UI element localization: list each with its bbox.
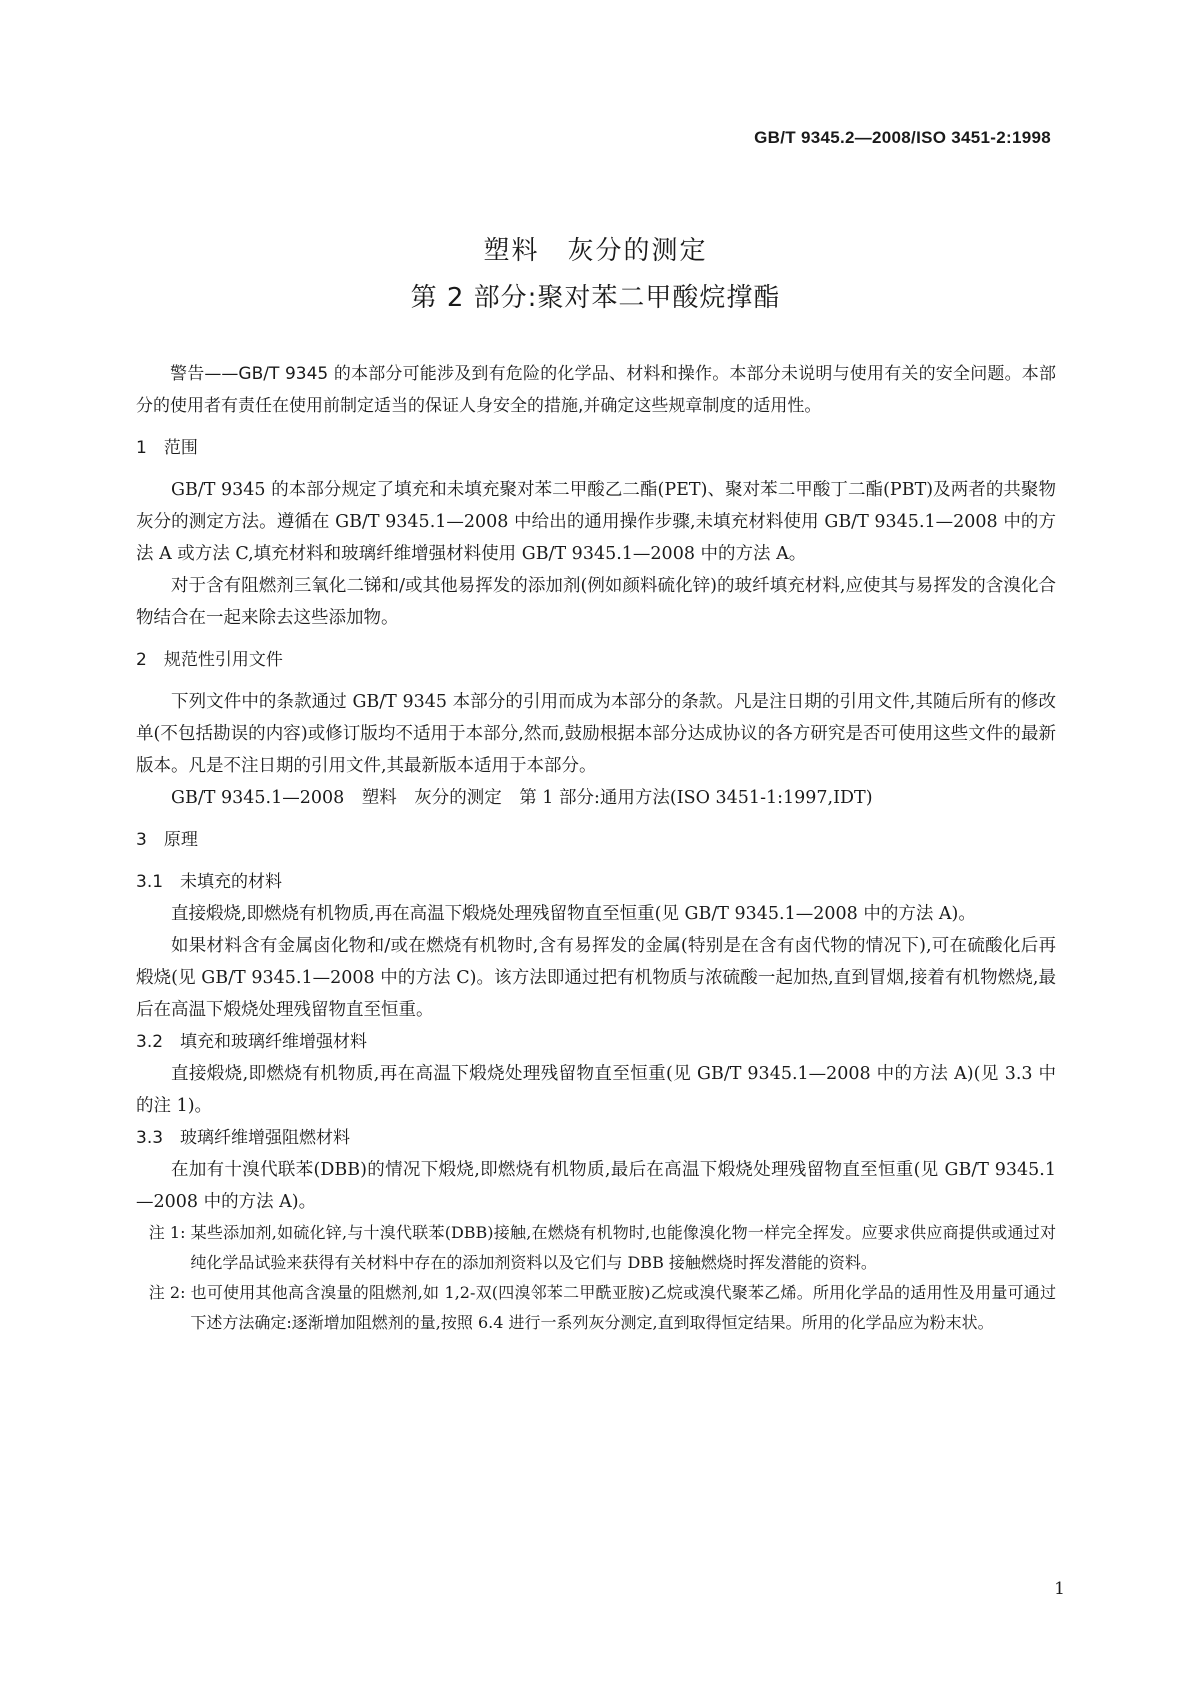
section-3-1-paragraph-2: 如果材料含有金属卤化物和/或在燃烧有机物时,含有易挥发的金属(特别是在含有卤代物的情况下),可在硫酸化后再煅烧(见 GB/T 9345.1—2008 中的方法 C)。该方法即通过把有机物质与浓硫酸一起加热,直到冒烟,接着有机物燃烧,最后在高温下煅烧处理残留物直至恒重。: [136, 936, 1056, 1020]
section-1-heading: 1 范围: [136, 438, 198, 458]
note-2-label: 注 2:: [148, 1283, 186, 1302]
note-1: [136, 1218, 1056, 1278]
standard-code: GB/T 9345.2—2008/ISO 3451-2:1998: [754, 128, 1051, 147]
section-3-2-paragraph-1: 直接煅烧,即燃烧有机物质,再在高温下煅烧处理残留物直至恒重(见 GB/T 9345.1—2008 中的方法 A)(见 3.3 中的注 1)。: [136, 1064, 1056, 1116]
document-body: [136, 358, 1056, 1338]
note-2: [136, 1278, 1056, 1338]
section-3-1-heading: 3.1 未填充的材料: [136, 872, 283, 892]
section-3-2-heading: 3.2 填充和玻璃纤维增强材料: [136, 1032, 368, 1052]
document-title-line2: 第 2 部分:聚对苯二甲酸烷撑酯: [410, 283, 781, 313]
section-3-1-paragraph-1: 直接煅烧,即燃烧有机物质,再在高温下煅烧处理残留物直至恒重(见 GB/T 9345.1—2008 中的方法 A)。: [171, 904, 976, 924]
document-title-line1: 塑料 灰分的测定: [483, 236, 708, 266]
page-number: 1: [1054, 1579, 1065, 1599]
section-3-3-heading: 3.3 玻璃纤维增强阻燃材料: [136, 1128, 351, 1148]
note-2-text: 也可使用其他高含溴量的阻燃剂,如 1,2-双(四溴邻苯二甲酰亚胺)乙烷或溴代聚苯乙烯。所用化学品的适用性及用量可通过下述方法确定:逐渐增加阻燃剂的量,按照 6.4 进行一系列灰分测定,直到取得恒定结果。所用的化学品应为粉末状。: [190, 1283, 1056, 1332]
section-1-paragraph-2: 对于含有阻燃剂三氧化二锑和/或其他易挥发的添加剂(例如颜料硫化锌)的玻纤填充材料,应使其与易挥发的含溴化合物结合在一起来除去这些添加物。: [136, 576, 1056, 628]
section-1-paragraph-1: GB/T 9345 的本部分规定了填充和未填充聚对苯二甲酸乙二酯(PET)、聚对苯二甲酸丁二酯(PBT)及两者的共聚物灰分的测定方法。遵循在 GB/T 9345.1—2008 中给出的通用操作步骤,未填充材料使用 GB/T 9345.1—2008 中的方法 A 或方法 C,填充材料和玻璃纤维增强材料使用 GB/T 9345.1—2008 中的方法 A。: [136, 480, 1056, 564]
note-1-text: 某些添加剂,如硫化锌,与十溴代联苯(DBB)接触,在燃烧有机物时,也能像溴化物一样完全挥发。应要求供应商提供或通过对纯化学品试验来获得有关材料中存在的添加剂资料以及它们与 DBB 接触燃烧时挥发潜能的资料。: [190, 1223, 1056, 1272]
note-1-label: 注 1:: [148, 1223, 186, 1242]
section-3-heading: 3 原理: [136, 830, 198, 850]
warning-paragraph: 警告——GB/T 9345 的本部分可能涉及到有危险的化学品、材料和操作。本部分未说明与使用有关的安全问题。本部分的使用者有责任在使用前制定适当的保证人身安全的措施,并确定这些规章制度的适用性。: [136, 364, 1056, 416]
normative-reference: GB/T 9345.1—2008 塑料 灰分的测定 第 1 部分:通用方法(ISO 3451-1:1997,IDT): [171, 788, 873, 808]
section-2-heading: 2 规范性引用文件: [136, 650, 283, 670]
section-3-3-paragraph-1: 在加有十溴代联苯(DBB)的情况下煅烧,即燃烧有机物质,最后在高温下煅烧处理残留物直至恒重(见 GB/T 9345.1—2008 中的方法 A)。: [136, 1160, 1056, 1212]
section-2-paragraph-1: 下列文件中的条款通过 GB/T 9345 本部分的引用而成为本部分的条款。凡是注日期的引用文件,其随后所有的修改单(不包括勘误的内容)或修订版均不适用于本部分,然而,鼓励根据本部分达成协议的各方研究是否可使用这些文件的最新版本。凡是不注日期的引用文件,其最新版本适用于本部分。: [136, 692, 1056, 776]
